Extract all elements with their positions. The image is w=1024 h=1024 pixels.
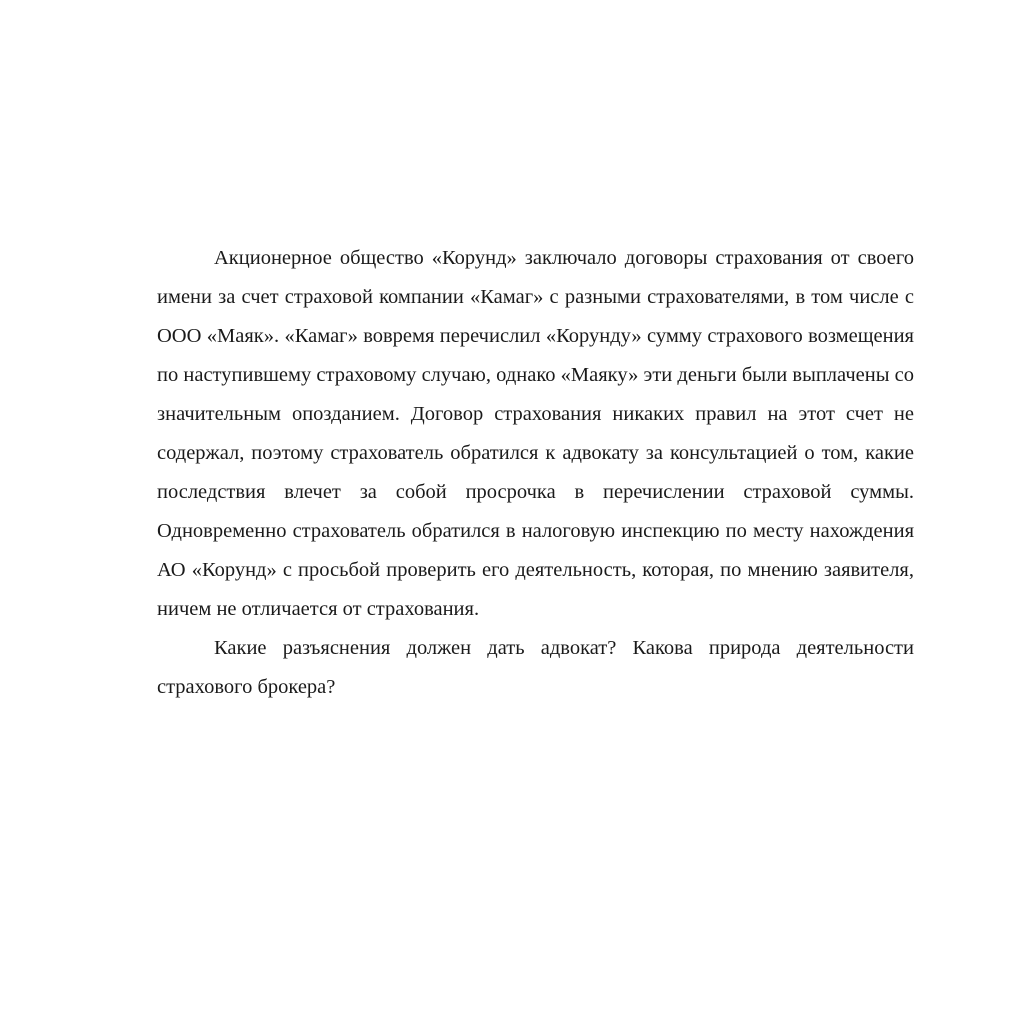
question-paragraph: Какие разъяснения должен дать адвокат? Какова природа деятельности страхового брокера?: [157, 637, 914, 698]
document-body: [157, 239, 914, 707]
case-description-paragraph: Акционерное общество «Корунд» заключало договоры страхования от своего имени за счет страховой компании «Камаг» с разными страхователями, в том числе с ООО «Маяк». «Камаг» вовремя перечислил «Корунду» сумму страхового возмещения по наступившему страховому случаю, однако «Маяку» эти деньги были выплачены со значительным опозданием. Договор страхования никаких правил на этот счет не содержал, поэтому страхователь обратился к адвокату за консультацией о том, какие последствия влечет за собой просрочка в перечислении страховой суммы. Одновременно страхователь обратился в налоговую инспекцию по месту нахождения АО «Корунд» с просьбой проверить его деятельность, которая, по мнению заявителя, ничем не отличается от страхования.: [157, 247, 914, 620]
